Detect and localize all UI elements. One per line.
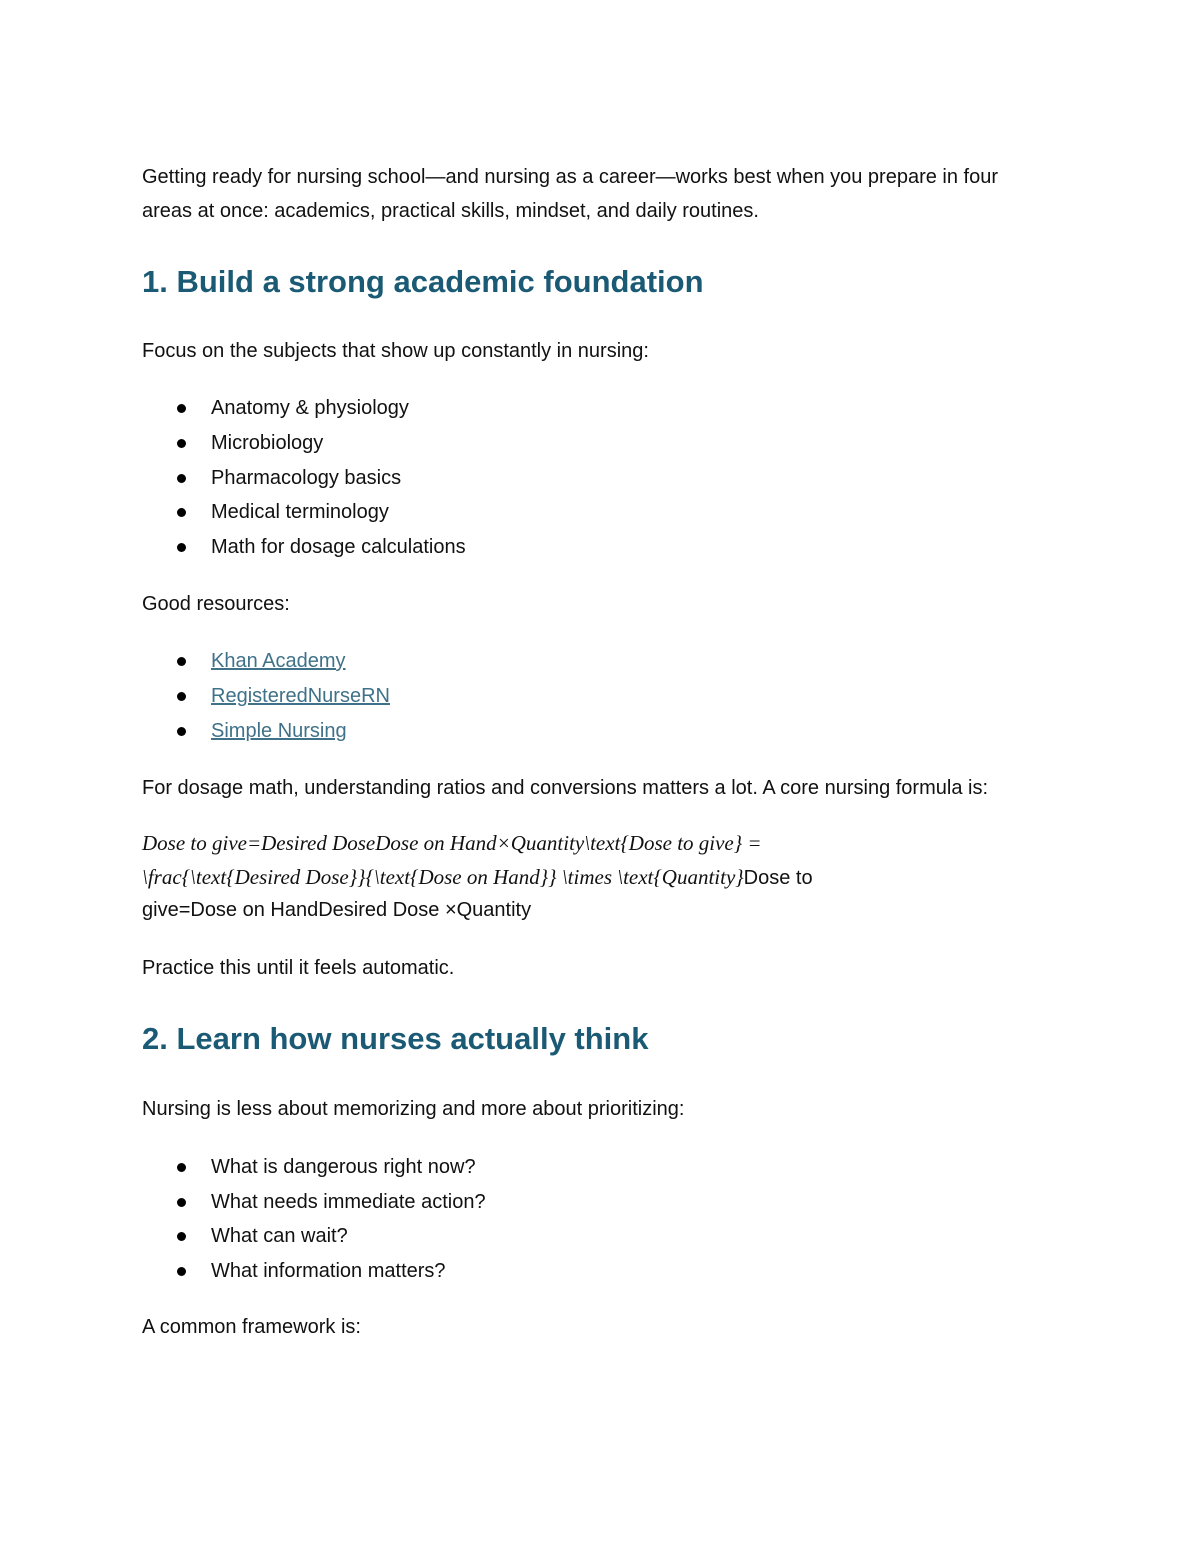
list-item <box>142 679 1052 714</box>
list-item: Medical terminology <box>142 495 1052 530</box>
questions-list <box>142 1150 1052 1289</box>
intro-paragraph: Getting ready for nursing school—and nursing as a career—works best when you prepare in four areas at once: academics, practical skills, mindset, and daily routines. <box>142 166 999 222</box>
list-item <box>142 714 1052 749</box>
resource-link-registerednursern[interactable]: RegisteredNurseRN <box>211 684 390 707</box>
list-item: Pharmacology basics <box>142 461 1052 496</box>
resource-link-khan-academy[interactable]: Khan Academy <box>211 649 346 672</box>
formula-math-line-1: Dose to give=Desired DoseDose on Hand×Quantity\text{Dose to give} = <box>142 831 762 856</box>
section-heading-academic: 1. Build a strong academic foundation <box>142 264 704 299</box>
list-item: Anatomy & physiology <box>142 391 1052 426</box>
dosage-formula <box>142 827 1052 927</box>
formula-math-line-2: \frac{\text{Desired Dose}}{\text{Dose on Hand}} \times \text{Quantity} <box>142 864 744 889</box>
formula-plain-line-2: give=Dose on HandDesired Dose ×Quantity <box>142 899 532 922</box>
document-page <box>142 160 1052 1344</box>
prioritizing-intro: Nursing is less about memorizing and more about prioritizing: <box>142 1097 685 1120</box>
framework-intro: A common framework is: <box>142 1316 361 1339</box>
list-item <box>142 644 1052 679</box>
formula-plain-line-1: Dose to <box>743 866 813 889</box>
list-item: Math for dosage calculations <box>142 530 1052 565</box>
list-item: What can wait? <box>142 1219 1052 1254</box>
list-item: What is dangerous right now? <box>142 1150 1052 1185</box>
dosage-intro: For dosage math, understanding ratios and conversions matters a lot. A core nursing formula is: <box>142 777 988 800</box>
resources-intro: Good resources: <box>142 592 290 615</box>
section-heading-think: 2. Learn how nurses actually think <box>142 1020 649 1056</box>
list-item: Microbiology <box>142 426 1052 461</box>
resource-link-simple-nursing[interactable]: Simple Nursing <box>211 719 347 742</box>
resources-list <box>142 644 1052 748</box>
practice-paragraph: Practice this until it feels automatic. <box>142 956 455 979</box>
subjects-intro: Focus on the subjects that show up constantly in nursing: <box>142 340 649 362</box>
list-item: What needs immediate action? <box>142 1185 1052 1220</box>
list-item: What information matters? <box>142 1254 1052 1289</box>
subjects-list <box>142 391 1052 565</box>
